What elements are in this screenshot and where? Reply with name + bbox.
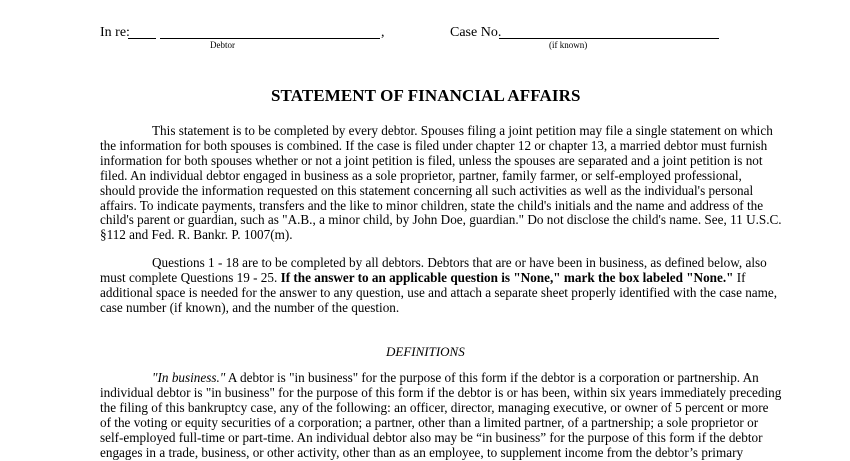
intro-paragraph bbox=[100, 124, 782, 243]
questions-paragraph bbox=[100, 256, 777, 316]
none-instruction: If the answer to an applicable question is "None," mark the box labeled "None." bbox=[280, 269, 734, 285]
questions-line-tail: If bbox=[733, 269, 746, 285]
case-no-label: Case No. bbox=[450, 25, 502, 40]
definitions-heading: DEFINITIONS bbox=[386, 344, 465, 359]
debtor-caption: Debtor bbox=[210, 40, 235, 50]
in-business-line-rest: A debtor is "in business" for the purpose of this form if the debtor is a corporation or partnership. An bbox=[225, 370, 759, 385]
in-re-label: In re: bbox=[100, 25, 130, 40]
intro-line: This statement is to be completed by every debtor. Spouses filing a joint petition may file a single statement on which bbox=[152, 123, 773, 138]
intro-line: the information for both spouses is combined. If the case is filed under chapter 12 or chapter 13, a married debtor must furnish bbox=[100, 137, 768, 153]
intro-line: §112 and Fed. R. Bankr. P. 1007(m). bbox=[100, 227, 293, 243]
if-known-caption: (if known) bbox=[549, 40, 588, 50]
case-number-field[interactable] bbox=[499, 38, 719, 39]
intro-line: filed. An individual debtor engaged in business as a sole proprietor, partner, family farmer, or self-employed professional, bbox=[100, 167, 742, 183]
in-business-line: engages in a trade, business, or other activity, other than as an employee, to supplement income from the debtor’s primary bbox=[100, 444, 744, 460]
questions-line: case number (if known), and the number of the question. bbox=[100, 299, 400, 315]
in-business-line: the filing of this bankruptcy case, any of the following: an officer, director, managing executive, or owner of 5 percent or more bbox=[100, 399, 769, 415]
in-business-line: self-employed full-time or part-time. An individual debtor also may be “in business” for the purpose of this form if the debtor bbox=[100, 429, 763, 445]
in-business-line: individual debtor is "in business" for the purpose of this form if the debtor is or has been, within six years immediately preceding bbox=[100, 384, 782, 400]
document-title: STATEMENT OF FINANCIAL AFFAIRS bbox=[271, 86, 581, 105]
questions-line bbox=[100, 271, 777, 286]
in-business-line bbox=[100, 371, 781, 386]
debtor-name-field[interactable] bbox=[160, 38, 380, 39]
questions-line: additional space is needed for the answer to any question, use and attach a separate sheet properly identified with the case name, bbox=[100, 284, 778, 300]
intro-line: child's parent or guardian, such as "A.B., a minor child, by John Doe, guardian." Do not disclose the child's name. See, 11 U.S.C. bbox=[100, 212, 782, 228]
intro-line: information for both spouses whether or not a joint petition is filed, unless the spouses are separated and a joint petition is not bbox=[100, 152, 763, 168]
in-business-term: "In business." bbox=[152, 370, 226, 385]
questions-line: Questions 1 - 18 are to be completed by all debtors. Debtors that are or have been in business, as defined below, also bbox=[152, 255, 767, 270]
intro-line: affairs. To indicate payments, transfers and the like to minor children, state the child's initials and the name and address of the bbox=[100, 197, 764, 213]
in-re-blank-short bbox=[128, 38, 156, 39]
in-business-line: of the voting or equity securities of a corporation; a partner, other than a limited partner, of a partnership; a sole proprietor or bbox=[100, 414, 759, 430]
intro-line: should provide the information requested on this statement concerning all such activities as well as the individual's personal bbox=[100, 182, 754, 198]
questions-line-normal: must complete Questions 19 - 25. bbox=[100, 269, 281, 285]
in-business-paragraph bbox=[100, 371, 781, 460]
comma: , bbox=[381, 25, 385, 40]
